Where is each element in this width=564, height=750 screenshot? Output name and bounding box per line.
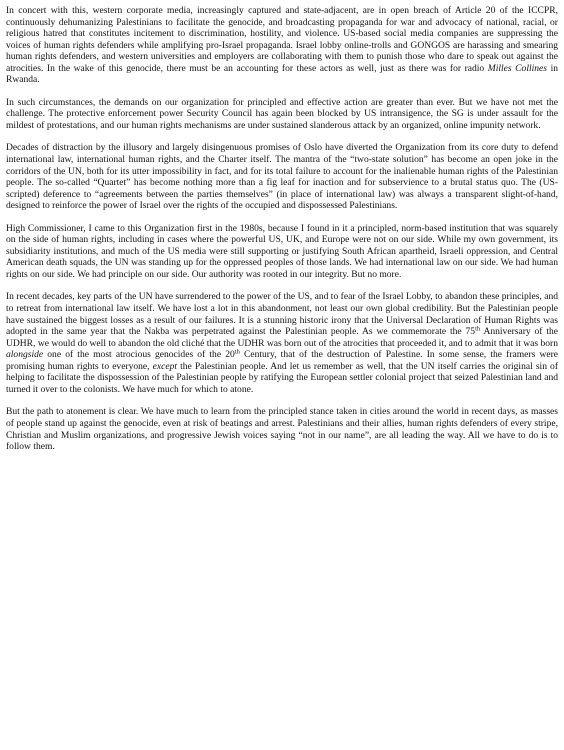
paragraph-path-to-atonement: But the path to atonement is clear. We have much to learn from the principled stance taken in cities around the world in recent days, as masses of people stand up against the genocide, even at risk of beatings and arrest. Palestinians and their allies, human rights defenders of every stripe, Christian and Muslim organizations, and progressive Jewish voices saying “not in our name”, are all leading the way. All we have to do is to follow them. xyxy=(6,406,558,453)
text-run: the Palestinian people. And let us remember as well, that the UN itself carries the original sin of helping to facilitate the dispossession of the Palestinian people by ratifying the European settler colonial project that seized Palestinian land and turned it over to the colonists. We have much for which to atone. xyxy=(6,360,558,395)
paragraph-high-commissioner: High Commissioner, I came to this Organization first in the 1980s, because I found in it a principled, norm-based institution that was squarely on the side of human rights, including in cases where the powerful US, UK, and Europe were not on our side. While my own government, its subsidiarity institutions, and much of the US media were still supporting or justifying South African apartheid, Israeli oppression, and Central American death squads, the UN was standing up for the oppressed peoples of those lands. We had international law on our side. We had human rights on our side. We had principle on our side. Our authority was rooted in our integrity. But no more. xyxy=(6,222,558,280)
emphasis-alongside: alongside xyxy=(6,349,44,361)
paragraph-oslo-distraction: Decades of distraction by the illusory and largely disingenuous promises of Oslo have diverted the Organization from its core duty to defend international law, international human rights, and the Charter itself. The mantra of the “two-state solution” has become an open joke in the corridors of the UN, both for its utter impossibility in fact, and for its total failure to account for the inalienable human rights of the Palestinian people. The so-called “Quartet” has become nothing more than a fig leaf for inaction and for subservience to a brutal status quo. The (US-scripted) deference to “agreements between the parties themselves” (in place of international law) was always a transparent slight-of-hand, designed to reinforce the power of Israel over the rights of the occupied and dispossessed Palestinians. xyxy=(6,142,558,212)
text-run: In recent decades, key parts of the UN have surrendered to the power of the US, and to fear of the Israel Lobby, to abandon these principles, and to retreat from international law itself. We have lost a lot in this abandonment, not least our own global credibility. But the Palestinian people have sustained the biggest losses as a result of our failures. It is a stunning historic irony that the Universal Declaration of Human Rights was adopted in the same year that the Nakba was perpetrated against the Palestinian people. As we commemorate the 75 xyxy=(6,291,558,338)
paragraph-media-breach xyxy=(6,5,558,86)
text-run: Century, that of the destruction of Palestine. In some sense, the framers were promising human rights to everyone, xyxy=(6,349,559,372)
paragraph-recent-decades xyxy=(6,291,558,395)
text-run: in Rwanda. xyxy=(6,62,558,86)
emphasis-radio-name: Milles Collines xyxy=(487,62,548,74)
superscript-ordinal: th xyxy=(475,325,481,333)
text-run: In concert with this, western corporate media, increasingly captured and state-adjacent, are in open breach of Article 20 of the ICCPR, continuously dehumanizing Palestinians to facilitate the genocide, and broadcasting propaganda for war and advocacy of national, racial, or religious hatred that constitutes incitement to discrimination, hostility, and violence. US-based social media companies are suppressing the voices of human rights defenders while amplifying pro-Israel propaganda. Israel lobby online-trolls and GONGOS are harassing and smearing human rights defenders, and western universities and employers are collaborating with them to punish those who dare to speak out against the atrocities. In the wake of this genocide, there must be an accounting for these actors as well, just as there was for radio xyxy=(6,5,558,74)
text-run: one of the most atrocious genocides of the 20 xyxy=(43,349,235,361)
text-run: Anniversary of the UDHR, we would do well to abandon the old cliché that the UDHR was born out of the atrocities that proceeded it, and to admit that it was born xyxy=(6,326,558,349)
paragraph-demands-on-organization: In such circumstances, the demands on our organization for principled and effective action are greater than ever. But we have not met the challenge. The protective enforcement power Security Council has again been blocked by US intransigence, the SG is under assault for the mildest of protestations, and our human rights mechanisms are under sustained slanderous attack by an organized, online impunity network. xyxy=(6,96,558,131)
emphasis-except: except xyxy=(152,360,178,372)
superscript-ordinal: th xyxy=(234,348,240,356)
